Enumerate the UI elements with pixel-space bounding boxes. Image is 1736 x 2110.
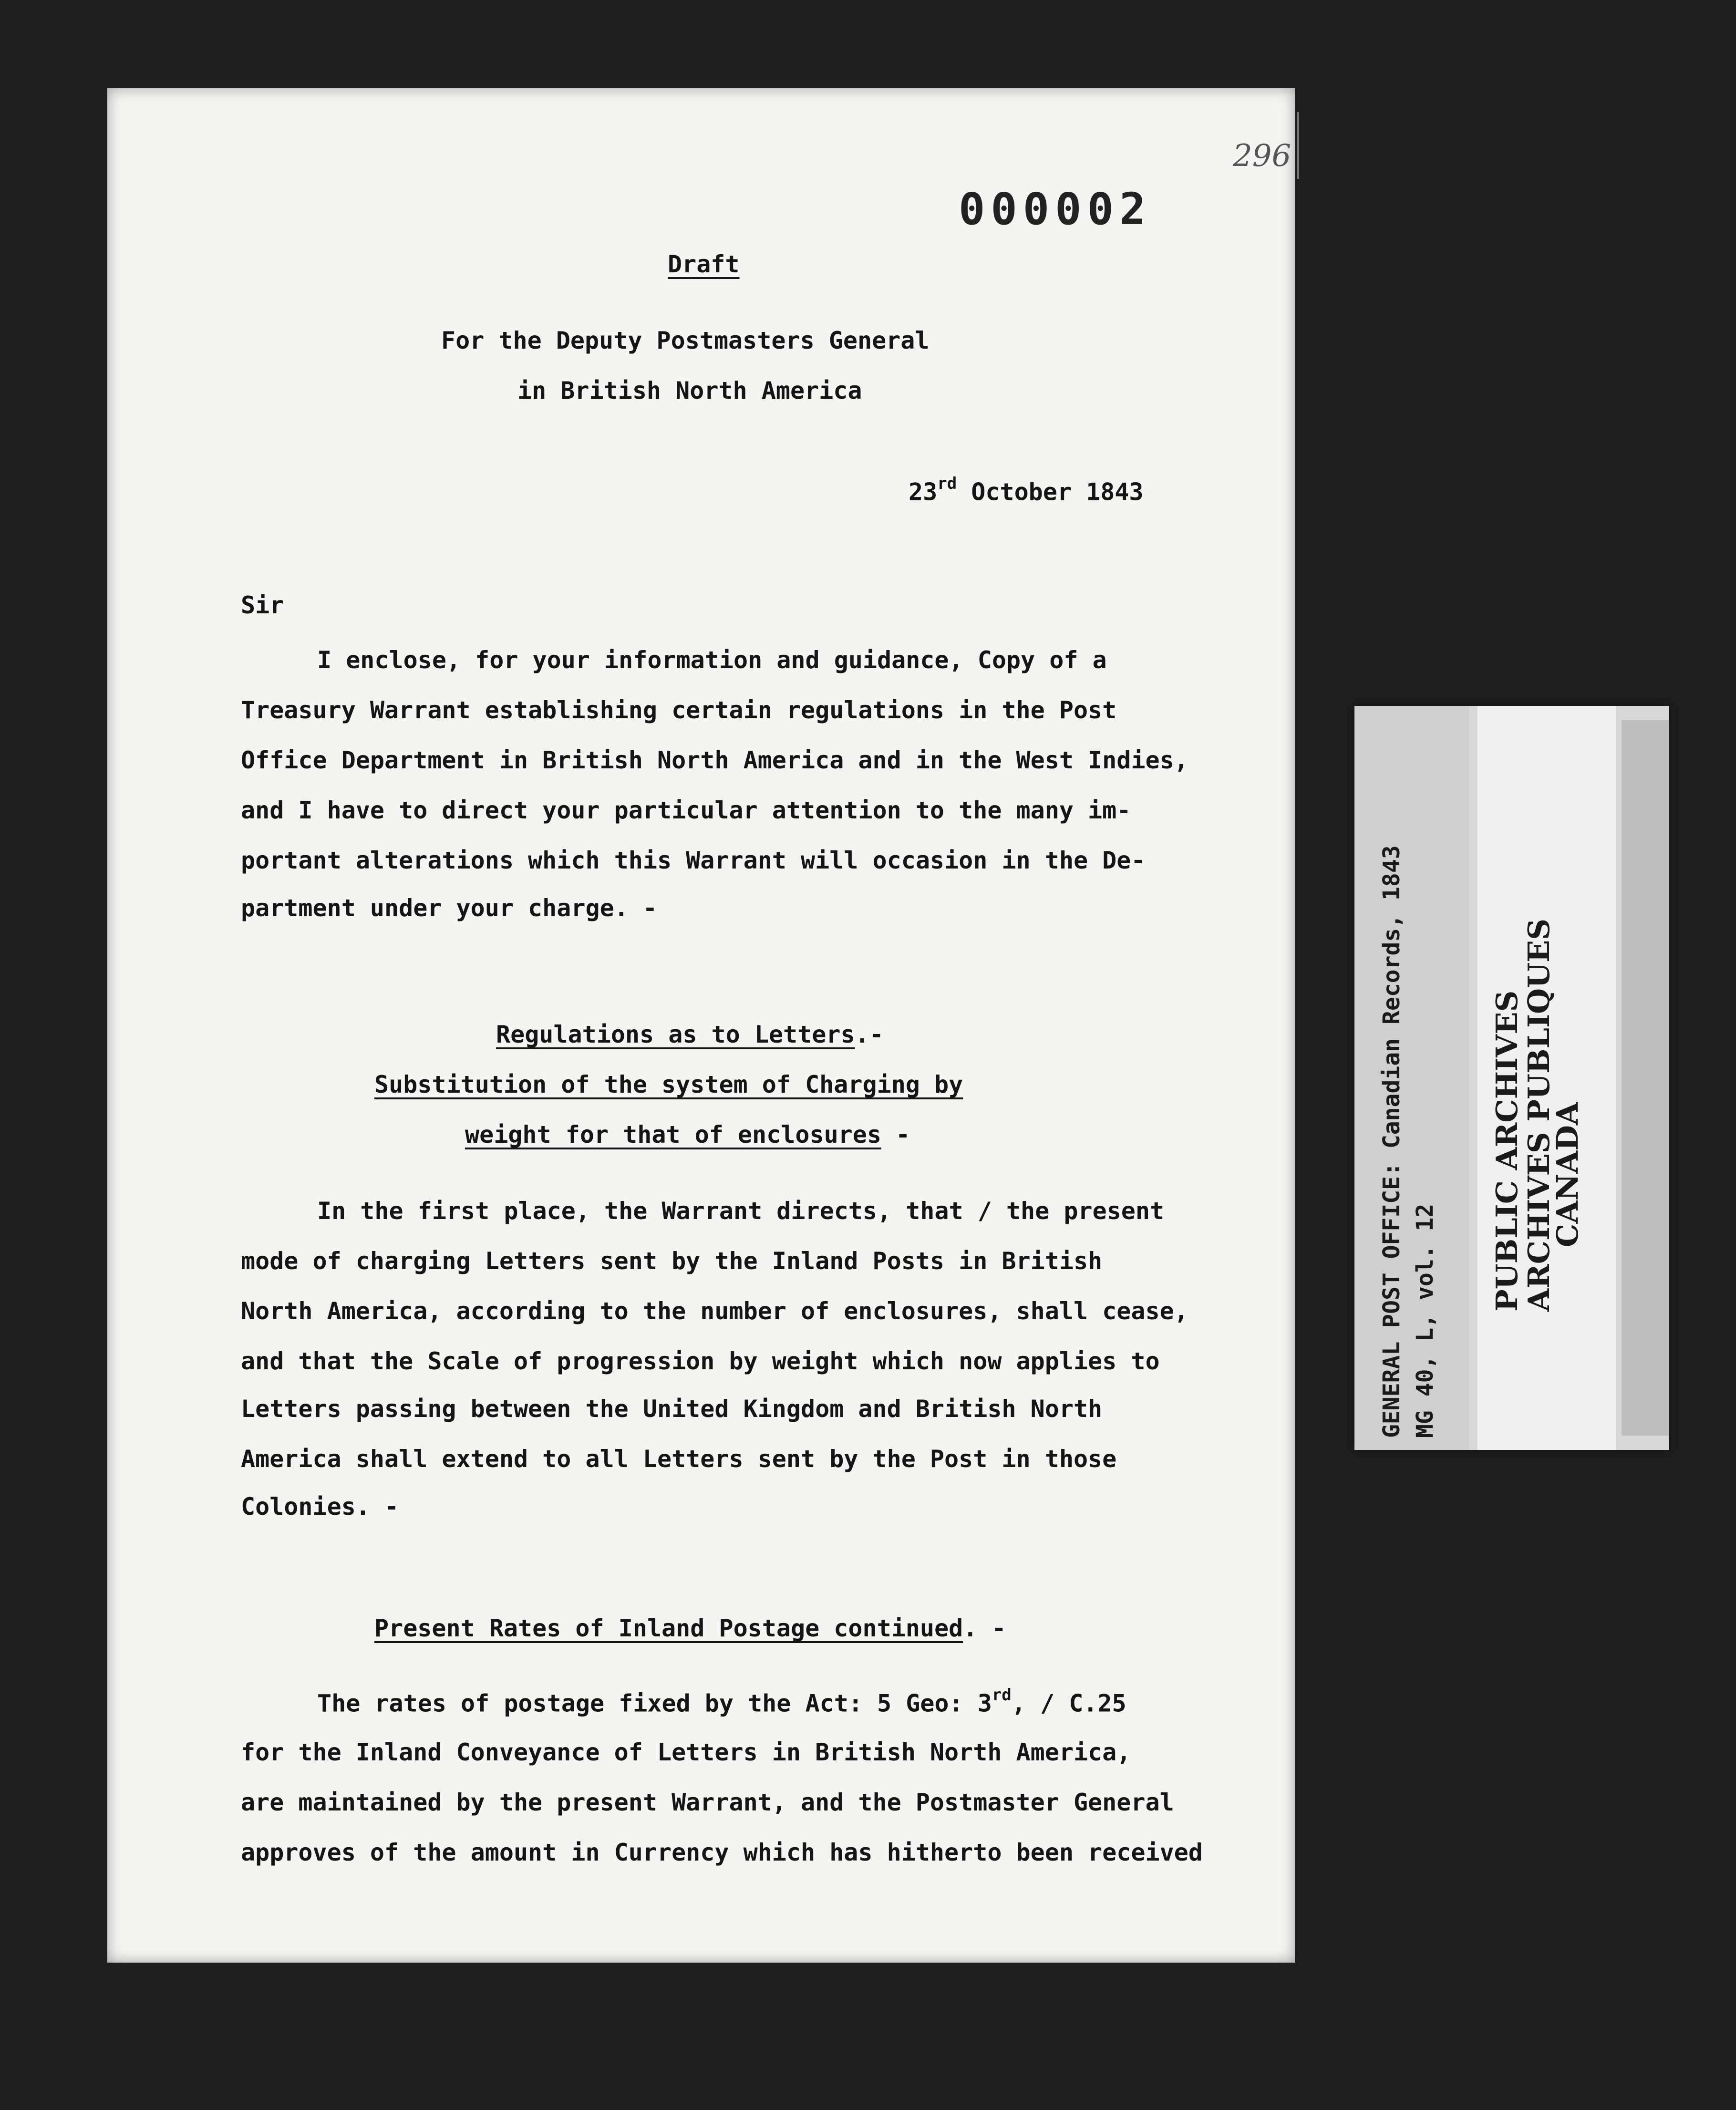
para3-first-a: The rates of postage fixed by the Act: 5 Geo: 3 — [317, 1689, 992, 1717]
para2-line: In the first place, the Warrant directs, that / the present — [317, 1197, 1165, 1225]
label-archive-line-3: CANADA — [1550, 1102, 1585, 1247]
heading-weight — [465, 1121, 910, 1148]
label-panel-edge — [1622, 720, 1669, 1436]
para1-line: Office Department in British North America and in the West Indies, — [241, 746, 1188, 774]
letter-date — [909, 474, 1144, 506]
label-record-line-2: MG 40, L, vol. 12 — [1412, 1203, 1438, 1438]
addressee-line-2: in British North America — [517, 377, 862, 404]
para2-line: mode of charging Letters sent by the Inland Posts in British — [241, 1247, 1103, 1275]
heading-present-rates — [374, 1614, 1006, 1642]
date-suffix: rd — [937, 474, 957, 493]
date-day: 23 — [909, 478, 938, 506]
heading-weight-tail: - — [881, 1121, 910, 1148]
para2-line: North America, according to the number of enclosures, shall cease, — [241, 1297, 1188, 1325]
para1-line: portant alterations which this Warrant will occasion in the De- — [241, 847, 1146, 874]
para2-line: Letters passing between the United Kingdom and British North — [241, 1395, 1103, 1423]
label-record-line-1: GENERAL POST OFFICE: Canadian Records, 1843 — [1378, 845, 1405, 1438]
heading-regulations-tail: .- — [855, 1021, 884, 1048]
heading-present-rates-tail: . - — [963, 1614, 1006, 1642]
document-title: Draft — [668, 250, 740, 278]
heading-regulations — [496, 1021, 884, 1048]
para2-line: and that the Scale of progression by weight which now applies to — [241, 1347, 1160, 1375]
para2-line: Colonies. - — [241, 1493, 399, 1520]
heading-regulations-text: Regulations as to Letters — [496, 1021, 855, 1048]
document-stamp-number: 000002 — [959, 184, 1152, 235]
para1-line: I enclose, for your information and guidance, Copy of a — [317, 646, 1107, 674]
addressee-line-1: For the Deputy Postmasters General — [441, 327, 930, 354]
archive-label — [1354, 706, 1669, 1450]
para1-line: Treasury Warrant establishing certain regulations in the Post — [241, 696, 1117, 724]
page-edge-mark — [1297, 112, 1299, 179]
label-archive-line-1: PUBLIC ARCHIVES — [1489, 990, 1524, 1312]
para3-line: are maintained by the present Warrant, and the Postmaster General — [241, 1789, 1174, 1816]
heading-weight-text: weight for that of enclosures — [465, 1121, 881, 1148]
page-number: 296 — [1233, 138, 1292, 174]
para3-line: approves of the amount in Currency which has hitherto been received — [241, 1839, 1203, 1866]
para2-line: America shall extend to all Letters sent by the Post in those — [241, 1445, 1117, 1473]
para1-line: partment under your charge. - — [241, 894, 657, 922]
para3-first-b: , / C.25 — [1011, 1689, 1126, 1717]
para3-line — [317, 1688, 1126, 1717]
para3-first-sup: rd — [992, 1686, 1012, 1705]
heading-substitution: Substitution of the system of Charging by — [374, 1071, 963, 1098]
date-rest: October 1843 — [957, 478, 1144, 506]
label-archive-line-2: ARCHIVES PUBLIQUES — [1521, 918, 1556, 1312]
heading-present-rates-text: Present Rates of Inland Postage continued — [374, 1614, 963, 1642]
salutation: Sir — [241, 591, 284, 619]
para3-line: for the Inland Conveyance of Letters in British North America, — [241, 1738, 1131, 1766]
para1-line: and I have to direct your particular attention to the many im- — [241, 796, 1131, 824]
